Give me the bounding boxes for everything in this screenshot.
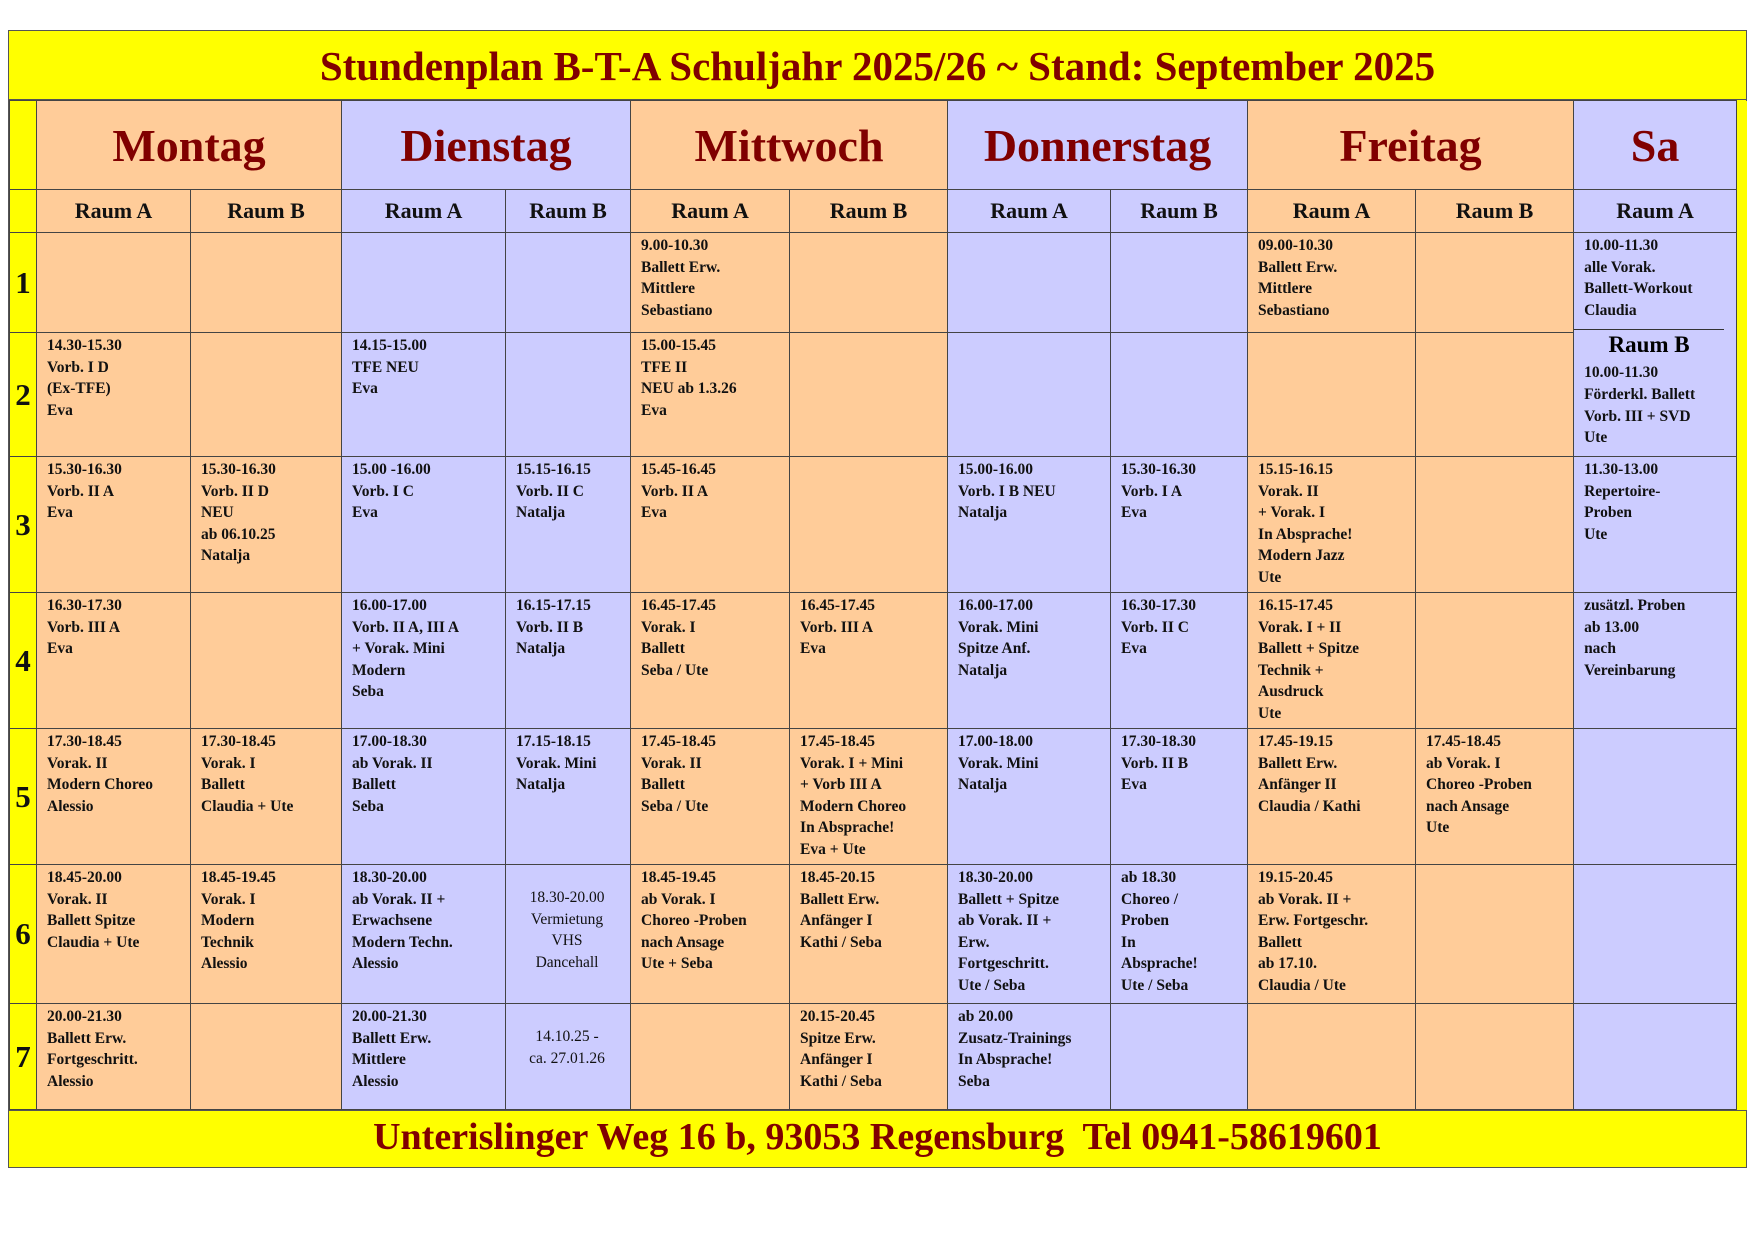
schedule-cell [37, 1004, 191, 1110]
room-header: Raum A [631, 190, 790, 233]
saturday-raum-a-entry: 10.00-11.30 alle Vorak. Ballett-Workout Claudia [1584, 237, 1693, 319]
schedule-cell [790, 865, 948, 1004]
timetable [9, 100, 1747, 1110]
schedule-cell [1416, 729, 1574, 865]
schedule-cell [342, 593, 506, 729]
class-entry [1574, 865, 1736, 867]
class-entry [1416, 593, 1573, 595]
schedule-cell [948, 593, 1111, 729]
schedule-cell [342, 333, 506, 457]
schedule-cell [1111, 333, 1248, 457]
class-entry: 18.30-20.00 ab Vorak. II + Erwachsene Modern Techn. Alessio [352, 869, 453, 973]
schedule-cell [790, 233, 948, 333]
timeslot-number: 6 [10, 865, 37, 1004]
class-entry: 14.30-15.30 Vorb. I D (Ex-TFE) Eva [47, 337, 122, 419]
class-entry [191, 1004, 341, 1006]
class-entry [1416, 865, 1573, 867]
class-entry: 20.15-20.45 Spitze Erw. Anfänger I Kathi / Seba [800, 1008, 882, 1090]
class-entry [1248, 333, 1415, 335]
schedule-cell [506, 333, 631, 457]
class-entry: 16.30-17.30 Vorb. III A Eva [47, 597, 122, 658]
schedule-cell [1416, 457, 1574, 593]
class-entry: 09.00-10.30 Ballett Erw. Mittlere Sebastiano [1258, 237, 1338, 319]
class-entry: 15.45-16.45 Vorb. II A Eva [641, 461, 716, 522]
class-entry [1416, 1004, 1573, 1006]
class-entry [191, 333, 341, 335]
room-header: Raum A [342, 190, 506, 233]
room-header: Raum A [37, 190, 191, 233]
class-entry: 17.30-18.45 Vorak. II Modern Choreo Alessio [47, 733, 154, 815]
timeslot-row [10, 1004, 1747, 1110]
day-header-sa: Sa [1574, 101, 1737, 190]
schedule-cell [1248, 865, 1416, 1004]
right-strip [1737, 101, 1747, 1110]
schedule-cell [948, 233, 1111, 333]
class-entry: 17.45-19.15 Ballett Erw. Anfänger II Claudia / Kathi [1258, 733, 1361, 815]
schedule-cell [191, 233, 342, 333]
schedule-cell [1111, 865, 1248, 1004]
class-entry: 16.00-17.00 Vorak. Mini Spitze Anf. Natalja [958, 597, 1039, 679]
class-entry: ab 20.00 Zusatz-Trainings In Absprache! Seba [958, 1008, 1072, 1090]
room-header: Raum A [1574, 190, 1737, 233]
room-header: Raum A [948, 190, 1111, 233]
class-entry: 15.15-16.15 Vorb. II C Natalja [516, 461, 591, 522]
schedule-cell [1111, 593, 1248, 729]
class-entry: 16.30-17.30 Vorb. II C Eva [1121, 597, 1196, 658]
room-header-row [10, 190, 1747, 233]
class-entry: 14.10.25 - ca. 27.01.26 [529, 1028, 605, 1067]
schedule-cell [37, 593, 191, 729]
class-entry: 17.45-18.45 Vorak. I + Mini + Vorb III A Modern Choreo In Absprache! Eva + Ute [800, 733, 907, 858]
day-header-dienstag: Dienstag [342, 101, 631, 190]
corner-cell [10, 101, 37, 190]
class-entry [948, 233, 1110, 235]
timeslot-number: 2 [10, 333, 37, 457]
day-header-montag: Montag [37, 101, 342, 190]
class-entry [948, 333, 1110, 335]
page-title: Stundenplan B-T-A Schuljahr 2025/26 ~ Stand: September 2025 [9, 31, 1746, 100]
schedule-cell [631, 1004, 790, 1110]
class-entry: 18.45-19.45 ab Vorak. I Choreo -Proben nach Ansage Ute + Seba [641, 869, 747, 973]
class-entry: 15.00-16.00 Vorb. I B NEU Natalja [958, 461, 1056, 522]
class-entry: 16.15-17.45 Vorak. I + II Ballett + Spitze Technik + Ausdruck Ute [1258, 597, 1360, 722]
class-entry: 15.00 -16.00 Vorb. I C Eva [352, 461, 431, 522]
timeslot-row [10, 233, 1747, 333]
schedule-cell [342, 233, 506, 333]
class-entry: 17.00-18.30 ab Vorak. II Ballett Seba [352, 733, 433, 815]
schedule-cell [948, 729, 1111, 865]
schedule-cell [1574, 457, 1737, 593]
schedule-cell [1111, 1004, 1248, 1110]
class-entry: ab 18.30 Choreo / Proben In Absprache! Ute / Seba [1121, 869, 1198, 994]
class-entry: 18.45-19.45 Vorak. I Modern Technik Alessio [201, 869, 276, 973]
class-entry: 17.45-18.45 ab Vorak. I Choreo -Proben nach Ansage Ute [1426, 733, 1532, 837]
saturday-raum-b-label: Raum B [1608, 332, 1690, 358]
class-entry: 15.00-15.45 TFE II NEU ab 1.3.26 Eva [641, 337, 737, 419]
schedule-cell [1574, 593, 1737, 729]
schedule-cell [1416, 1004, 1574, 1110]
class-entry: 17.15-18.15 Vorak. Mini Natalja [516, 733, 597, 794]
schedule-cell [191, 1004, 342, 1110]
schedule-cell [1574, 1004, 1737, 1110]
schedule-cell [1248, 729, 1416, 865]
class-entry: 14.15-15.00 TFE NEU Eva [352, 337, 427, 398]
class-entry [1416, 233, 1573, 235]
schedule-cell [631, 333, 790, 457]
schedule-cell [506, 457, 631, 593]
schedule-cell [1416, 333, 1574, 457]
day-header-freitag: Freitag [1248, 101, 1574, 190]
schedule-cell [631, 593, 790, 729]
timeslot-row [10, 865, 1747, 1004]
class-entry: 18.30-20.00 Ballett + Spitze ab Vorak. II + Erw. Fortgeschritt. Ute / Seba [958, 869, 1059, 994]
room-header: Raum B [506, 190, 631, 233]
schedule-cell [37, 333, 191, 457]
schedule-cell [1248, 593, 1416, 729]
timeslot-number: 5 [10, 729, 37, 865]
schedule-cell [342, 729, 506, 865]
schedule-cell [1416, 233, 1574, 333]
timetable-sheet [8, 30, 1747, 1168]
class-entry [1111, 233, 1247, 235]
class-entry [1248, 1004, 1415, 1006]
schedule-cell [506, 865, 631, 1004]
class-entry: 18.30-20.00 Vermietung VHS Dancehall [529, 889, 605, 971]
schedule-cell [631, 457, 790, 593]
schedule-cell [342, 1004, 506, 1110]
schedule-cell [948, 865, 1111, 1004]
schedule-cell [506, 729, 631, 865]
class-entry: 18.45-20.00 Vorak. II Ballett Spitze Claudia + Ute [47, 869, 140, 951]
class-entry: 16.00-17.00 Vorb. II A, III A + Vorak. Mini Modern Seba [352, 597, 460, 701]
schedule-cell [37, 233, 191, 333]
saturday-raum-b-entry: 10.00-11.30 Förderkl. Ballett Vorb. III + SVD Ute [1584, 364, 1696, 447]
room-header: Raum A [1248, 190, 1416, 233]
class-entry: 17.30-18.45 Vorak. I Ballett Claudia + Ute [201, 733, 294, 815]
class-entry: zusätzl. Proben ab 13.00 nach Vereinbarung [1584, 597, 1686, 679]
schedule-cell [506, 1004, 631, 1110]
class-entry: 20.00-21.30 Ballett Erw. Fortgeschritt. Alessio [47, 1008, 138, 1090]
class-entry [1574, 1004, 1736, 1006]
room-corner-cell [10, 190, 37, 233]
class-entry [342, 233, 505, 235]
class-entry: 17.45-18.45 Vorak. II Ballett Seba / Ute [641, 733, 716, 815]
class-entry [631, 1004, 789, 1006]
class-entry: 15.30-16.30 Vorb. II A Eva [47, 461, 122, 522]
schedule-cell [1416, 593, 1574, 729]
class-entry: 15.30-16.30 Vorb. I A Eva [1121, 461, 1196, 522]
class-entry: 15.15-16.15 Vorak. II + Vorak. I In Absprache! Modern Jazz Ute [1258, 461, 1353, 586]
timeslot-row [10, 729, 1747, 865]
class-entry [506, 333, 630, 335]
day-header-row [10, 101, 1747, 190]
schedule-cell [948, 457, 1111, 593]
schedule-cell [37, 729, 191, 865]
timeslot-row [10, 457, 1747, 593]
schedule-cell [191, 333, 342, 457]
class-entry: 16.45-17.45 Vorb. III A Eva [800, 597, 875, 658]
class-entry: 11.30-13.00 Repertoire- Proben Ute [1584, 461, 1661, 543]
schedule-cell [37, 865, 191, 1004]
timeslot-number: 1 [10, 233, 37, 333]
schedule-cell [631, 729, 790, 865]
schedule-cell [1574, 865, 1737, 1004]
timeslot-row [10, 593, 1747, 729]
schedule-cell [1248, 333, 1416, 457]
class-entry: 20.00-21.30 Ballett Erw. Mittlere Alessio [352, 1008, 432, 1090]
day-header-donnerstag: Donnerstag [948, 101, 1248, 190]
class-entry: 16.15-17.15 Vorb. II B Natalja [516, 597, 591, 658]
schedule-cell [1416, 865, 1574, 1004]
class-entry [1111, 1004, 1247, 1006]
schedule-cell [1248, 457, 1416, 593]
schedule-cell [790, 333, 948, 457]
schedule-cell [1111, 729, 1248, 865]
schedule-cell [191, 865, 342, 1004]
address-footer: Unterislinger Weg 16 b, 93053 Regensburg Tel 0941-58619601 [9, 1110, 1746, 1167]
schedule-cell [506, 593, 631, 729]
class-entry [1111, 333, 1247, 335]
room-header: Raum B [1111, 190, 1248, 233]
schedule-cell [37, 457, 191, 593]
schedule-cell [1574, 729, 1737, 865]
schedule-cell [1111, 457, 1248, 593]
room-header: Raum B [1416, 190, 1574, 233]
schedule-cell [1111, 233, 1248, 333]
schedule-cell [191, 457, 342, 593]
schedule-cell [631, 233, 790, 333]
schedule-cell [790, 593, 948, 729]
class-entry [37, 233, 190, 235]
class-entry: 9.00-10.30 Ballett Erw. Mittlere Sebastiano [641, 237, 721, 319]
class-entry: 19.15-20.45 ab Vorak. II + Erw. Fortgeschr. Ballett ab 17.10. Claudia / Ute [1258, 869, 1369, 994]
class-entry [191, 593, 341, 595]
schedule-cell [790, 457, 948, 593]
timeslot-number: 7 [10, 1004, 37, 1110]
timeslot-number: 4 [10, 593, 37, 729]
class-entry [790, 333, 947, 335]
class-entry: 15.30-16.30 Vorb. II D NEU ab 06.10.25 Natalja [201, 461, 276, 565]
class-entry [790, 233, 947, 235]
schedule-cell [948, 1004, 1111, 1110]
schedule-cell [191, 729, 342, 865]
class-entry: 18.45-20.15 Ballett Erw. Anfänger I Kathi / Seba [800, 869, 882, 951]
schedule-cell [631, 865, 790, 1004]
schedule-cell [191, 593, 342, 729]
schedule-cell [342, 457, 506, 593]
timeslot-number: 3 [10, 457, 37, 593]
schedule-cell [342, 865, 506, 1004]
class-entry: 17.00-18.00 Vorak. Mini Natalja [958, 733, 1039, 794]
schedule-cell [1248, 233, 1416, 333]
class-entry [1416, 457, 1573, 459]
saturday-merged-cell [1574, 233, 1737, 457]
class-entry [790, 457, 947, 459]
class-entry: 16.45-17.45 Vorak. I Ballett Seba / Ute [641, 597, 716, 679]
class-entry [191, 233, 341, 235]
schedule-cell [948, 333, 1111, 457]
schedule-cell [1248, 1004, 1416, 1110]
schedule-cell [790, 1004, 948, 1110]
class-entry: 17.30-18.30 Vorb. II B Eva [1121, 733, 1196, 794]
class-entry [1416, 333, 1573, 335]
schedule-cell [506, 233, 631, 333]
room-header: Raum B [790, 190, 948, 233]
room-header: Raum B [191, 190, 342, 233]
timeslot-row [10, 333, 1747, 457]
class-entry [506, 233, 630, 235]
class-entry [1574, 729, 1736, 731]
day-header-mittwoch: Mittwoch [631, 101, 948, 190]
schedule-cell [790, 729, 948, 865]
